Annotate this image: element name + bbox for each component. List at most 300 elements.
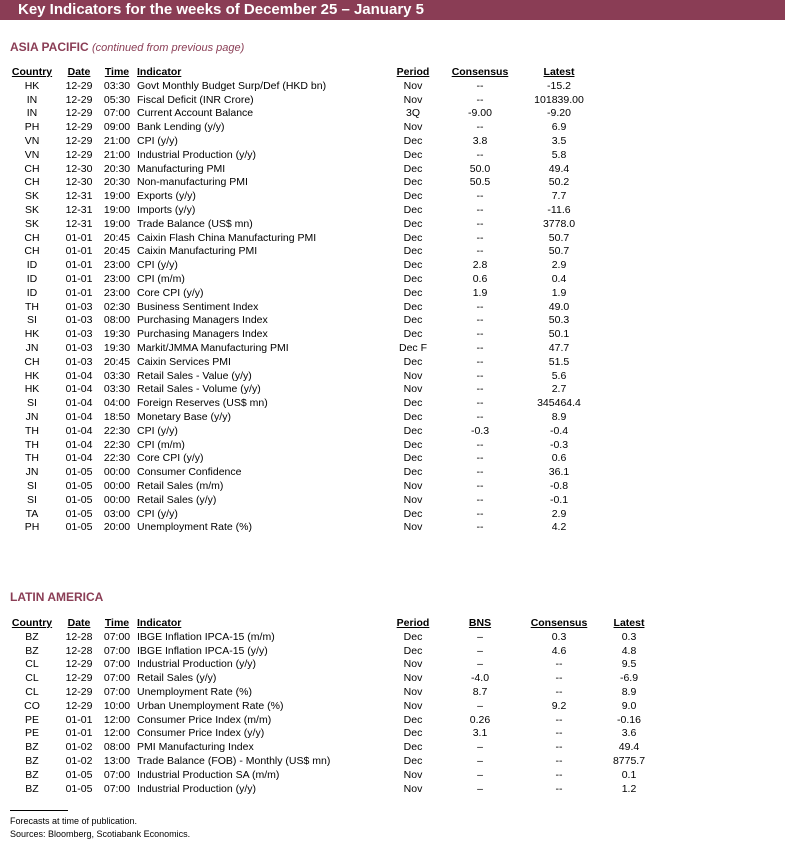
- cell-consensus: --: [476, 148, 484, 161]
- cell-date: 12-31: [65, 217, 93, 230]
- table-row: [0, 631, 785, 645]
- table-row: [0, 672, 785, 686]
- cell-time: 07:00: [103, 630, 131, 643]
- cell-indicator: Urban Unemployment Rate (%): [137, 699, 284, 712]
- table-row: [0, 149, 785, 163]
- cell-time: 03:30: [103, 79, 131, 92]
- cell-consensus: --: [476, 355, 484, 368]
- cell-country: ID: [26, 259, 38, 272]
- cell-date: 01-03: [65, 328, 93, 341]
- cell-latest: 51.5: [548, 355, 570, 368]
- cell-time: 07:00: [103, 768, 131, 781]
- cell-date: 01-01: [65, 272, 93, 285]
- cell-country: CL: [25, 658, 39, 671]
- cell-latest: 9.5: [621, 658, 637, 671]
- cell-consensus: --: [476, 245, 484, 258]
- table-row: [0, 94, 785, 108]
- table-row: [0, 107, 785, 121]
- cell-country: HK: [24, 369, 40, 382]
- table-row: [0, 645, 785, 659]
- cell-latest: 8.9: [621, 685, 637, 698]
- cell-date: 12-29: [65, 79, 93, 92]
- cell-indicator: CPI (y/y): [137, 259, 178, 272]
- cell-consensus: 2.8: [472, 259, 488, 272]
- cell-country: HK: [24, 383, 40, 396]
- cell-date: 12-29: [65, 93, 93, 106]
- cell-country: HK: [24, 328, 40, 341]
- cell-indicator: Unemployment Rate (%): [137, 685, 252, 698]
- cell-time: 07:00: [103, 107, 131, 120]
- col-country: Country: [11, 66, 53, 78]
- cell-time: 12:00: [103, 727, 131, 740]
- cell-period: Nov: [403, 658, 423, 671]
- cell-country: TA: [25, 507, 39, 520]
- table-row: [0, 397, 785, 411]
- cell-country: CO: [24, 699, 40, 712]
- table-row: [0, 714, 785, 728]
- cell-indicator: Consumer Price Index (m/m): [137, 713, 272, 726]
- cell-time: 19:30: [103, 341, 131, 354]
- page-title: Key Indicators for the weeks of December 25 – January 5: [18, 1, 425, 18]
- cell-latest: 49.4: [618, 741, 640, 754]
- cell-indicator: CPI (m/m): [137, 438, 185, 451]
- cell-time: 04:00: [103, 397, 131, 410]
- cell-date: 01-02: [65, 754, 93, 767]
- cell-time: 03:30: [103, 383, 131, 396]
- cell-date: 01-01: [65, 245, 93, 258]
- cell-indicator: Exports (y/y): [137, 190, 196, 203]
- cell-time: 19:00: [103, 203, 131, 216]
- cell-latest: 4.2: [551, 521, 567, 534]
- cell-country: VN: [24, 134, 40, 147]
- cell-country: PE: [24, 727, 39, 740]
- cell-latest: 36.1: [548, 466, 570, 479]
- cell-indicator: Retail Sales - Value (y/y): [137, 369, 252, 382]
- cell-time: 00:00: [103, 493, 131, 506]
- cell-date: 01-04: [65, 369, 93, 382]
- cell-period: Nov: [403, 782, 423, 795]
- cell-period: Dec: [403, 424, 423, 437]
- cell-period: Dec: [403, 245, 423, 258]
- cell-latest: 7.7: [551, 190, 567, 203]
- cell-period: Dec: [403, 507, 423, 520]
- col-country: Country: [11, 617, 53, 629]
- footnote-sources: Sources: Bloomberg, Scotiabank Economics.: [10, 829, 191, 839]
- cell-latest: 50.7: [548, 231, 570, 244]
- cell-period: Nov: [403, 685, 423, 698]
- cell-latest: -6.9: [619, 672, 639, 685]
- cell-country: BZ: [25, 754, 39, 767]
- cell-time: 07:00: [103, 658, 131, 671]
- cell-date: 01-01: [65, 231, 93, 244]
- table-row: [0, 783, 785, 797]
- cell-country: TH: [25, 438, 39, 451]
- cell-latest: 47.7: [548, 341, 570, 354]
- cell-country: JN: [25, 341, 39, 354]
- cell-country: CH: [24, 355, 40, 368]
- cell-consensus: 0.6: [472, 272, 488, 285]
- cell-time: 22:30: [103, 438, 131, 451]
- cell-time: 08:00: [103, 314, 131, 327]
- cell-consensus: --: [476, 521, 484, 534]
- cell-consensus: --: [476, 369, 484, 382]
- cell-country: ID: [26, 286, 38, 299]
- cell-latest: 50.2: [548, 176, 570, 189]
- cell-date: 01-05: [65, 466, 93, 479]
- latam-table-header: [0, 617, 785, 631]
- cell-country: SK: [24, 190, 39, 203]
- cell-country: TH: [25, 300, 39, 313]
- cell-country: BZ: [25, 741, 39, 754]
- cell-period: 3Q: [405, 107, 420, 120]
- cell-period: Dec: [403, 231, 423, 244]
- cell-consensus: --: [555, 782, 563, 795]
- cell-bns: –: [477, 658, 483, 671]
- cell-period: Nov: [403, 493, 423, 506]
- cell-date: 12-29: [65, 685, 93, 698]
- cell-country: CH: [24, 231, 40, 244]
- cell-country: CH: [24, 162, 40, 175]
- cell-date: 01-04: [65, 383, 93, 396]
- cell-consensus: --: [476, 231, 484, 244]
- cell-indicator: CPI (m/m): [137, 272, 185, 285]
- cell-time: 03:00: [103, 507, 131, 520]
- col-date: Date: [67, 66, 91, 78]
- cell-latest: 8775.7: [612, 754, 646, 767]
- cell-consensus: 9.2: [551, 699, 567, 712]
- cell-latest: 50.1: [548, 328, 570, 341]
- cell-time: 07:00: [103, 782, 131, 795]
- cell-consensus: --: [555, 713, 563, 726]
- cell-date: 01-05: [65, 782, 93, 795]
- cell-consensus: --: [555, 754, 563, 767]
- cell-country: PH: [24, 521, 40, 534]
- cell-indicator: Purchasing Managers Index: [137, 328, 268, 341]
- cell-time: 13:00: [103, 754, 131, 767]
- table-row: [0, 176, 785, 190]
- cell-country: CH: [24, 176, 40, 189]
- cell-latest: 3.6: [621, 727, 637, 740]
- cell-time: 05:30: [103, 93, 131, 106]
- cell-time: 10:00: [103, 699, 131, 712]
- cell-latest: -0.1: [549, 493, 569, 506]
- col-indicator: Indicator: [137, 617, 182, 629]
- cell-indicator: CPI (y/y): [137, 507, 178, 520]
- cell-consensus: --: [476, 121, 484, 134]
- cell-bns: –: [477, 644, 483, 657]
- cell-indicator: Retail Sales - Volume (y/y): [137, 383, 261, 396]
- cell-period: Dec: [403, 190, 423, 203]
- cell-indicator: Industrial Production (y/y): [137, 658, 257, 671]
- cell-date: 12-29: [65, 672, 93, 685]
- cell-indicator: Core CPI (y/y): [137, 452, 204, 465]
- cell-latest: -15.2: [547, 79, 571, 92]
- cell-bns: 0.26: [469, 713, 491, 726]
- cell-period: Dec: [403, 466, 423, 479]
- footnote-forecasts: Forecasts at time of publication.: [10, 816, 138, 826]
- col-consensus: Consensus: [530, 617, 588, 629]
- cell-indicator: Non-manufacturing PMI: [137, 176, 248, 189]
- cell-time: 23:00: [103, 272, 131, 285]
- cell-consensus: --: [476, 203, 484, 216]
- cell-country: SI: [27, 493, 37, 506]
- cell-country: PE: [24, 713, 39, 726]
- cell-country: HK: [24, 79, 40, 92]
- table-row: [0, 218, 785, 232]
- cell-bns: –: [477, 741, 483, 754]
- cell-period: Dec: [403, 713, 423, 726]
- cell-country: ID: [26, 272, 38, 285]
- cell-consensus: --: [476, 410, 484, 423]
- cell-date: 12-29: [65, 121, 93, 134]
- cell-country: JN: [25, 410, 39, 423]
- cell-latest: -9.20: [547, 107, 571, 120]
- cell-period: Dec: [403, 397, 423, 410]
- table-row: [0, 686, 785, 700]
- cell-country: BZ: [25, 782, 39, 795]
- asia-continued-note: (continued from previous page): [92, 42, 245, 54]
- cell-bns: –: [477, 782, 483, 795]
- cell-time: 22:30: [103, 424, 131, 437]
- asia-section-title: ASIA PACIFIC (continued from previous page): [10, 40, 245, 54]
- cell-latest: 50.3: [548, 314, 570, 327]
- cell-consensus: --: [476, 507, 484, 520]
- cell-consensus: --: [555, 658, 563, 671]
- table-row: [0, 700, 785, 714]
- cell-consensus: --: [476, 217, 484, 230]
- table-row: [0, 466, 785, 480]
- cell-consensus: --: [476, 314, 484, 327]
- cell-time: 12:00: [103, 713, 131, 726]
- cell-period: Dec: [403, 148, 423, 161]
- table-row: [0, 480, 785, 494]
- cell-indicator: Caixin Flash China Manufacturing PMI: [137, 231, 317, 244]
- cell-consensus: --: [476, 493, 484, 506]
- cell-time: 23:00: [103, 259, 131, 272]
- cell-period: Dec: [403, 438, 423, 451]
- cell-country: PH: [24, 121, 40, 134]
- cell-latest: 5.6: [551, 369, 567, 382]
- cell-consensus: --: [476, 328, 484, 341]
- cell-latest: 0.6: [551, 452, 567, 465]
- cell-indicator: CPI (y/y): [137, 134, 178, 147]
- cell-period: Nov: [403, 699, 423, 712]
- header-banner: [0, 0, 785, 20]
- cell-consensus: --: [555, 768, 563, 781]
- cell-indicator: Consumer Price Index (y/y): [137, 727, 265, 740]
- cell-indicator: Foreign Reserves (US$ mn): [137, 397, 268, 410]
- cell-indicator: Consumer Confidence: [137, 466, 242, 479]
- table-row: [0, 741, 785, 755]
- cell-consensus: --: [476, 452, 484, 465]
- cell-date: 12-29: [65, 107, 93, 120]
- table-row: [0, 508, 785, 522]
- table-row: [0, 727, 785, 741]
- cell-time: 20:00: [103, 521, 131, 534]
- cell-date: 12-29: [65, 134, 93, 147]
- cell-country: TH: [25, 452, 39, 465]
- cell-date: 12-31: [65, 203, 93, 216]
- cell-country: CH: [24, 245, 40, 258]
- cell-latest: 2.7: [551, 383, 567, 396]
- table-row: [0, 259, 785, 273]
- cell-bns: 3.1: [472, 727, 488, 740]
- cell-country: SK: [24, 217, 39, 230]
- cell-latest: 9.0: [621, 699, 637, 712]
- cell-period: Nov: [403, 369, 423, 382]
- asia-table: [0, 66, 785, 535]
- cell-consensus: 1.9: [472, 286, 488, 299]
- cell-time: 19:00: [103, 217, 131, 230]
- cell-indicator: Govt Monthly Budget Surp/Def (HKD bn): [137, 79, 327, 92]
- table-row: [0, 425, 785, 439]
- table-row: [0, 273, 785, 287]
- cell-indicator: Trade Balance (US$ mn): [137, 217, 253, 230]
- latam-section-title: LATIN AMERICA: [10, 590, 104, 604]
- cell-consensus: 50.0: [469, 162, 491, 175]
- cell-time: 03:30: [103, 369, 131, 382]
- table-row: [0, 121, 785, 135]
- cell-time: 23:00: [103, 286, 131, 299]
- cell-date: 01-05: [65, 479, 93, 492]
- cell-date: 01-01: [65, 286, 93, 299]
- cell-date: 01-05: [65, 493, 93, 506]
- col-bns: BNS: [468, 617, 492, 629]
- cell-period: Dec: [403, 259, 423, 272]
- cell-country: SI: [27, 397, 37, 410]
- col-consensus: Consensus: [451, 66, 509, 78]
- table-row: [0, 163, 785, 177]
- cell-indicator: Trade Balance (FOB) - Monthly (US$ mn): [137, 754, 331, 767]
- cell-date: 01-04: [65, 397, 93, 410]
- cell-indicator: PMI Manufacturing Index: [137, 741, 254, 754]
- cell-latest: -0.3: [549, 438, 569, 451]
- cell-latest: 49.0: [548, 300, 570, 313]
- cell-indicator: Business Sentiment Index: [137, 300, 259, 313]
- cell-bns: –: [477, 754, 483, 767]
- cell-indicator: Industrial Production SA (m/m): [137, 768, 280, 781]
- footnote-divider: [10, 810, 68, 811]
- cell-date: 12-30: [65, 162, 93, 175]
- cell-latest: 1.9: [551, 286, 567, 299]
- cell-time: 18:50: [103, 410, 131, 423]
- cell-latest: 49.4: [548, 162, 570, 175]
- cell-period: Nov: [403, 79, 423, 92]
- cell-date: 01-05: [65, 507, 93, 520]
- table-row: [0, 232, 785, 246]
- cell-period: Nov: [403, 672, 423, 685]
- col-period: Period: [396, 617, 430, 629]
- cell-period: Dec: [403, 741, 423, 754]
- cell-date: 01-03: [65, 314, 93, 327]
- cell-period: Nov: [403, 121, 423, 134]
- cell-indicator: Fiscal Deficit (INR Crore): [137, 93, 254, 106]
- cell-time: 02:30: [103, 300, 131, 313]
- cell-date: 01-05: [65, 768, 93, 781]
- cell-date: 12-30: [65, 176, 93, 189]
- col-time: Time: [104, 66, 130, 78]
- cell-latest: 5.8: [551, 148, 567, 161]
- table-row: [0, 356, 785, 370]
- cell-date: 12-29: [65, 699, 93, 712]
- cell-date: 01-01: [65, 727, 93, 740]
- cell-time: 19:30: [103, 328, 131, 341]
- cell-latest: -11.6: [547, 203, 571, 216]
- cell-date: 01-03: [65, 300, 93, 313]
- col-latest: Latest: [613, 617, 645, 629]
- table-row: [0, 80, 785, 94]
- cell-country: SI: [27, 479, 37, 492]
- cell-latest: 0.1: [621, 768, 637, 781]
- cell-time: 20:45: [103, 231, 131, 244]
- table-row: [0, 521, 785, 535]
- table-row: [0, 658, 785, 672]
- cell-date: 12-29: [65, 148, 93, 161]
- cell-indicator: Industrial Production (y/y): [137, 148, 257, 161]
- cell-indicator: Current Account Balance: [137, 107, 254, 120]
- cell-bns: –: [477, 630, 483, 643]
- cell-period: Dec: [403, 217, 423, 230]
- cell-latest: -0.16: [617, 713, 641, 726]
- cell-date: 01-02: [65, 741, 93, 754]
- cell-latest: 6.9: [551, 121, 567, 134]
- latam-table: [0, 617, 785, 796]
- cell-latest: 4.8: [621, 644, 637, 657]
- cell-date: 01-05: [65, 521, 93, 534]
- cell-latest: -0.4: [549, 424, 569, 437]
- cell-latest: 0.3: [621, 630, 637, 643]
- cell-indicator: Industrial Production (y/y): [137, 782, 257, 795]
- table-row: [0, 135, 785, 149]
- cell-indicator: Retail Sales (y/y): [137, 493, 217, 506]
- table-row: [0, 755, 785, 769]
- cell-latest: 101839.00: [534, 93, 584, 106]
- cell-time: 20:30: [103, 162, 131, 175]
- cell-consensus: -9.00: [468, 107, 492, 120]
- cell-consensus: 0.3: [551, 630, 567, 643]
- cell-indicator: Manufacturing PMI: [137, 162, 226, 175]
- cell-time: 08:00: [103, 741, 131, 754]
- cell-consensus: --: [476, 190, 484, 203]
- cell-consensus: -0.3: [470, 424, 490, 437]
- cell-consensus: --: [476, 479, 484, 492]
- cell-country: BZ: [25, 644, 39, 657]
- cell-time: 22:30: [103, 452, 131, 465]
- cell-period: Nov: [403, 521, 423, 534]
- cell-date: 01-01: [65, 259, 93, 272]
- cell-period: Dec: [403, 355, 423, 368]
- cell-latest: 1.2: [621, 782, 637, 795]
- cell-consensus: 4.6: [551, 644, 567, 657]
- table-row: [0, 370, 785, 384]
- cell-time: 20:45: [103, 245, 131, 258]
- table-row: [0, 287, 785, 301]
- col-period: Period: [396, 66, 430, 78]
- cell-consensus: 50.5: [469, 176, 491, 189]
- cell-indicator: IBGE Inflation IPCA-15 (y/y): [137, 644, 268, 657]
- cell-period: Dec: [403, 410, 423, 423]
- cell-latest: 0.4: [551, 272, 567, 285]
- cell-date: 12-31: [65, 190, 93, 203]
- cell-consensus: --: [555, 672, 563, 685]
- table-row: [0, 301, 785, 315]
- cell-period: Nov: [403, 93, 423, 106]
- table-row: [0, 314, 785, 328]
- cell-country: VN: [24, 148, 40, 161]
- cell-period: Nov: [403, 768, 423, 781]
- cell-country: IN: [26, 107, 38, 120]
- cell-country: TH: [25, 424, 39, 437]
